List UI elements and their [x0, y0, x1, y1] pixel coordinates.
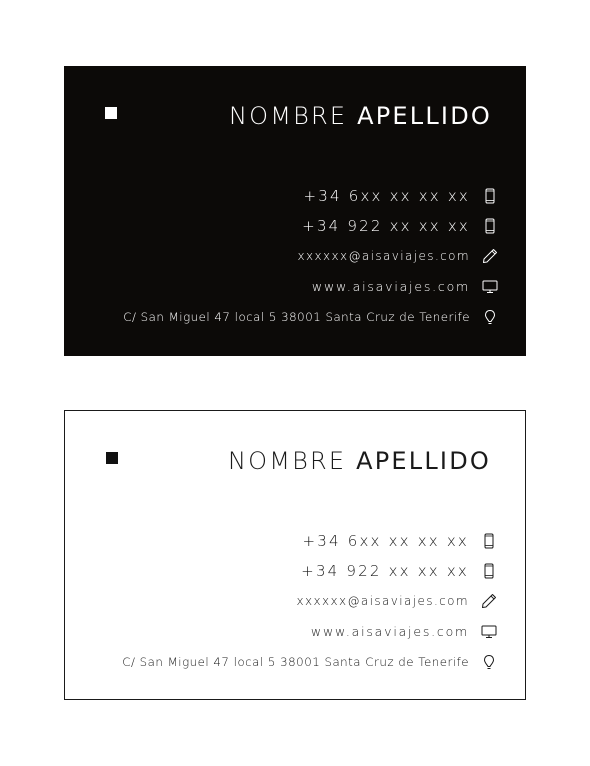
contact-address	[123, 307, 498, 327]
contact-website	[312, 276, 498, 296]
phone-icon	[482, 218, 498, 234]
phone-landline-text: +34 922 xx xx xx	[302, 217, 470, 235]
contact-address	[122, 652, 497, 672]
phone-mobile-text: +34 6xx xx xx xx	[302, 532, 469, 550]
phone-landline-text: +34 922 xx xx xx	[301, 562, 469, 580]
phone-mobile-text: +34 6xx xx xx xx	[303, 187, 470, 205]
address-text: C/ San Miguel 47 local 5 38001 Santa Cruz de Tenerife	[123, 310, 470, 324]
phone-icon	[481, 563, 497, 579]
location-pin-icon	[482, 309, 498, 325]
business-card-light	[64, 410, 526, 700]
logo-square	[105, 107, 117, 119]
card-name	[228, 447, 491, 475]
last-name: APELLIDO	[356, 447, 491, 475]
first-name: NOMBRE	[228, 102, 348, 130]
pencil-icon	[482, 248, 498, 264]
logo-square	[106, 452, 118, 464]
phone-icon	[482, 188, 498, 204]
first-name: NOMBRE	[227, 447, 347, 475]
contact-email	[297, 246, 498, 266]
contact-website	[311, 621, 497, 641]
website-text[interactable]: www.aisaviajes.com	[310, 623, 469, 639]
email-text[interactable]: xxxxxx@aisaviajes.com	[297, 249, 470, 263]
card-name	[229, 102, 492, 130]
contact-phone-mobile	[304, 186, 499, 206]
business-card-dark	[64, 66, 526, 356]
address-text: C/ San Miguel 47 local 5 38001 Santa Cruz de Tenerife	[122, 655, 469, 669]
website-text[interactable]: www.aisaviajes.com	[311, 278, 470, 294]
last-name: APELLIDO	[357, 102, 492, 130]
monitor-icon	[481, 623, 497, 639]
contact-phone-mobile	[303, 531, 498, 551]
phone-icon	[481, 533, 497, 549]
contact-phone-landline	[302, 216, 498, 236]
monitor-icon	[482, 278, 498, 294]
contact-phone-landline	[301, 561, 497, 581]
location-pin-icon	[481, 654, 497, 670]
contact-email	[296, 591, 497, 611]
email-text[interactable]: xxxxxx@aisaviajes.com	[296, 594, 469, 608]
pencil-icon	[481, 593, 497, 609]
